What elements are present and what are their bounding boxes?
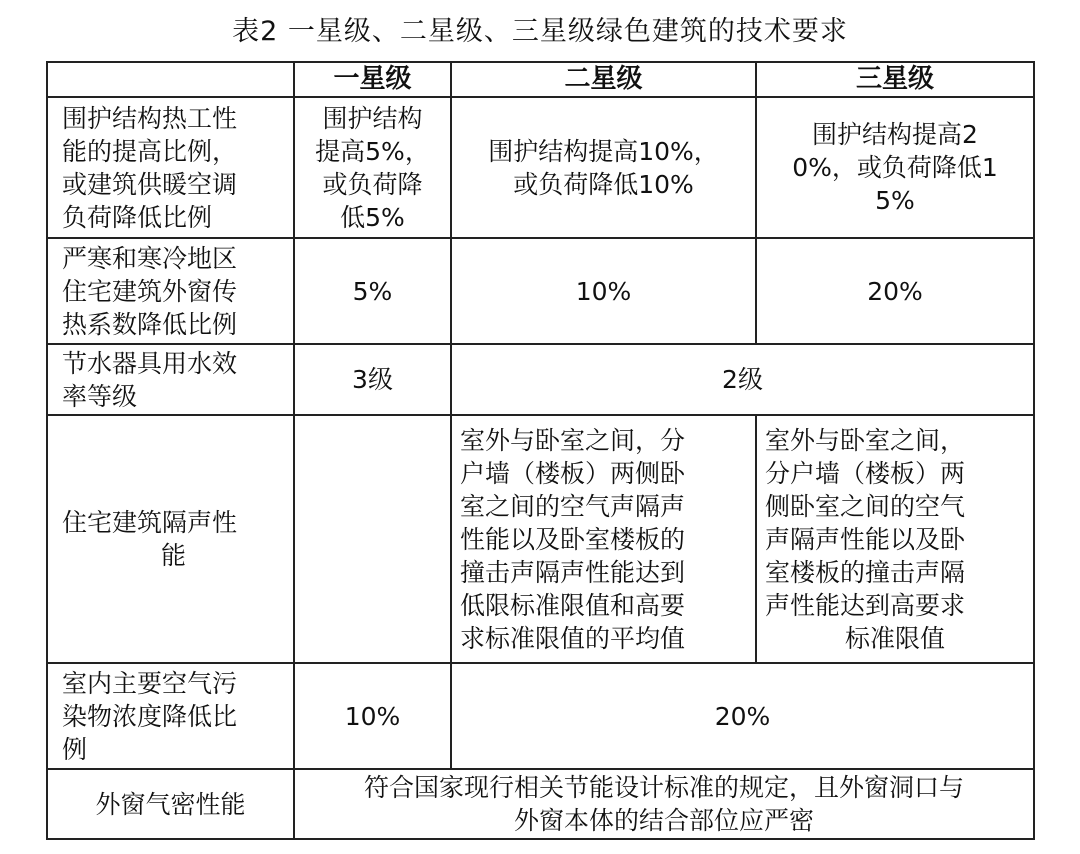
row-label: 严寒和寒冷地区 住宅建筑外窗传 热系数降低比例 — [47, 238, 294, 344]
one-star-cell: 5% — [294, 238, 451, 344]
header-item — [47, 62, 294, 97]
table-row — [47, 769, 1034, 839]
table-row — [47, 97, 1034, 238]
header-two-star: 二星级 — [451, 62, 756, 97]
table-title: 表2 一星级、二星级、三星级绿色建筑的技术要求 — [232, 16, 848, 47]
two-star-cell: 10% — [451, 238, 756, 344]
table-row — [47, 415, 1034, 663]
one-star-cell — [294, 415, 451, 663]
three-star-cell: 20% — [756, 238, 1034, 344]
two-three-star-cell: 20% — [451, 663, 1034, 769]
three-star-cell: 围护结构提高2 0%，或负荷降低1 5% — [756, 97, 1034, 238]
row-label: 室内主要空气污 染物浓度降低比 例 — [47, 663, 294, 769]
two-star-cell: 围护结构提高10%， 或负荷降低10% — [451, 97, 756, 238]
one-star-cell: 围护结构 提高5%， 或负荷降 低5% — [294, 97, 451, 238]
two-three-star-cell: 2级 — [451, 344, 1034, 415]
row-label: 外窗气密性能 — [47, 769, 294, 839]
one-star-cell: 10% — [294, 663, 451, 769]
one-star-cell: 3级 — [294, 344, 451, 415]
row-label: 围护结构热工性 能的提高比例， 或建筑供暖空调 负荷降低比例 — [47, 97, 294, 238]
tech-requirements-table — [46, 61, 1035, 840]
header-one-star: 一星级 — [294, 62, 451, 97]
table-row — [47, 238, 1034, 344]
two-star-cell: 室外与卧室之间，分 户墙（楼板）两侧卧 室之间的空气声隔声 性能以及卧室楼板的 撞击声隔声性能达到 低限标准限值和高要 求标准限值的平均值 — [451, 415, 756, 663]
header-three-star: 三星级 — [756, 62, 1034, 97]
all-stars-cell: 符合国家现行相关节能设计标准的规定，且外窗洞口与 外窗本体的结合部位应严密 — [294, 769, 1034, 839]
three-star-cell: 室外与卧室之间， 分户墙（楼板）两 侧卧室之间的空气 声隔声性能以及卧 室楼板的撞击声隔 声性能达到高要求 标准限值 — [756, 415, 1034, 663]
header-row — [47, 62, 1034, 97]
row-label: 节水器具用水效 率等级 — [47, 344, 294, 415]
row-label: 住宅建筑隔声性 能 — [47, 415, 294, 663]
table-row — [47, 663, 1034, 769]
table-row — [47, 344, 1034, 415]
